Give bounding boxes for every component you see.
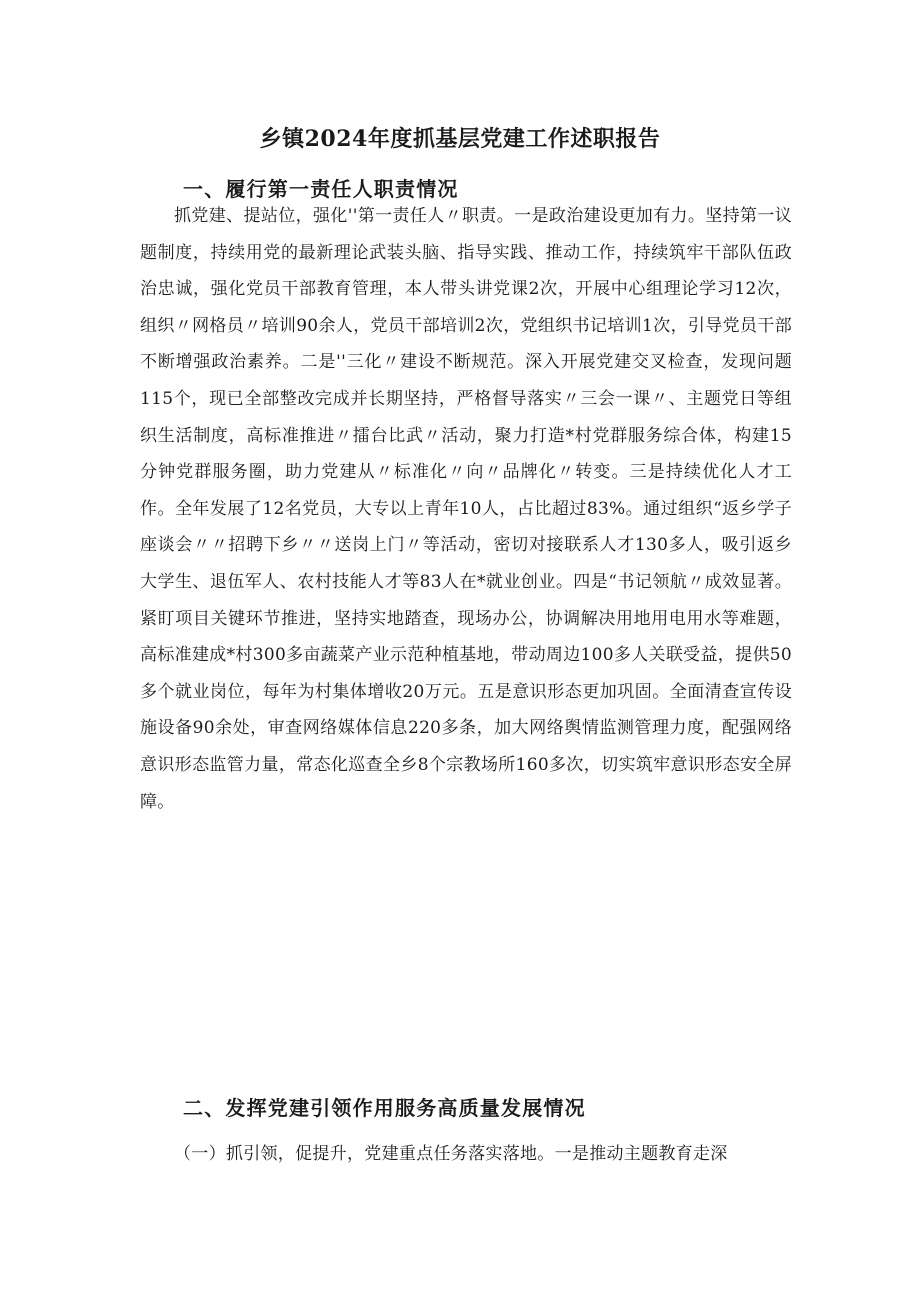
section-2-heading: 二、发挥党建引领作用服务高质量发展情况 [183,1096,586,1120]
section-1-paragraph: 抓党建、提站位，强化''第一责任人〃职责。一是政治建设更加有力。坚持第一议题制度，持续用党的最新理论武装头脑、指导实践、推动工作，持续筑牢干部队伍政治忠诚，强化党员干部教育管理，本人带头讲党课2次，开展中心组理论学习12次，组织〃网格员〃培训90余人，党员干部培训2次，党组织书记培训1次，引导党员干部不断增强政治素养。二是''三化〃建设不断规范。深入开展党建交叉检查，发现问题115个，现已全部整改完成并长期坚持，严格督导落实〃三会一课〃、主题党日等组织生活制度，高标准推进〃擂台比武〃活动，聚力打造*村党群服务综合体，构建15分钟党群服务圈，助力党建从〃标准化〃向〃品牌化〃转变。三是持续优化人才工作。全年发展了12名党员，大专以上青年10人，占比超过83%。通过组织“返乡学子座谈会〃〃招聘下乡〃〃送岗上门〃等活动，密切对接联系人才130多人，吸引返乡大学生、退伍军人、农村技能人才等83人在*就业创业。四是“书记领航〃成效显著。紧盯项目关键环节推进，坚持实地踏查，现场办公，协调解决用地用电用水等难题，高标准建成*村300多亩蔬菜产业示范种植基地，带动周边100多人关联受益，提供50多个就业岗位，每年为村集体增收20万元。五是意识形态更加巩固。全面清查宣传设施设备90余处，审查网络媒体信息220多条，加大网络舆情监测管理力度，配强网络意识形态监管力量，常态化巡查全乡8个宗教场所160多次，切实筑牢意识形态安全屏障。 [140,206,792,812]
document-title: 乡镇2024年度抓基层党建工作述职报告 [259,126,661,152]
section-2-paragraph: （一）抓引领，促提升，党建重点任务落实落地。一是推动主题教育走深 [174,1144,728,1164]
section-1-heading: 一、履行第一责任人职责情况 [183,177,459,201]
